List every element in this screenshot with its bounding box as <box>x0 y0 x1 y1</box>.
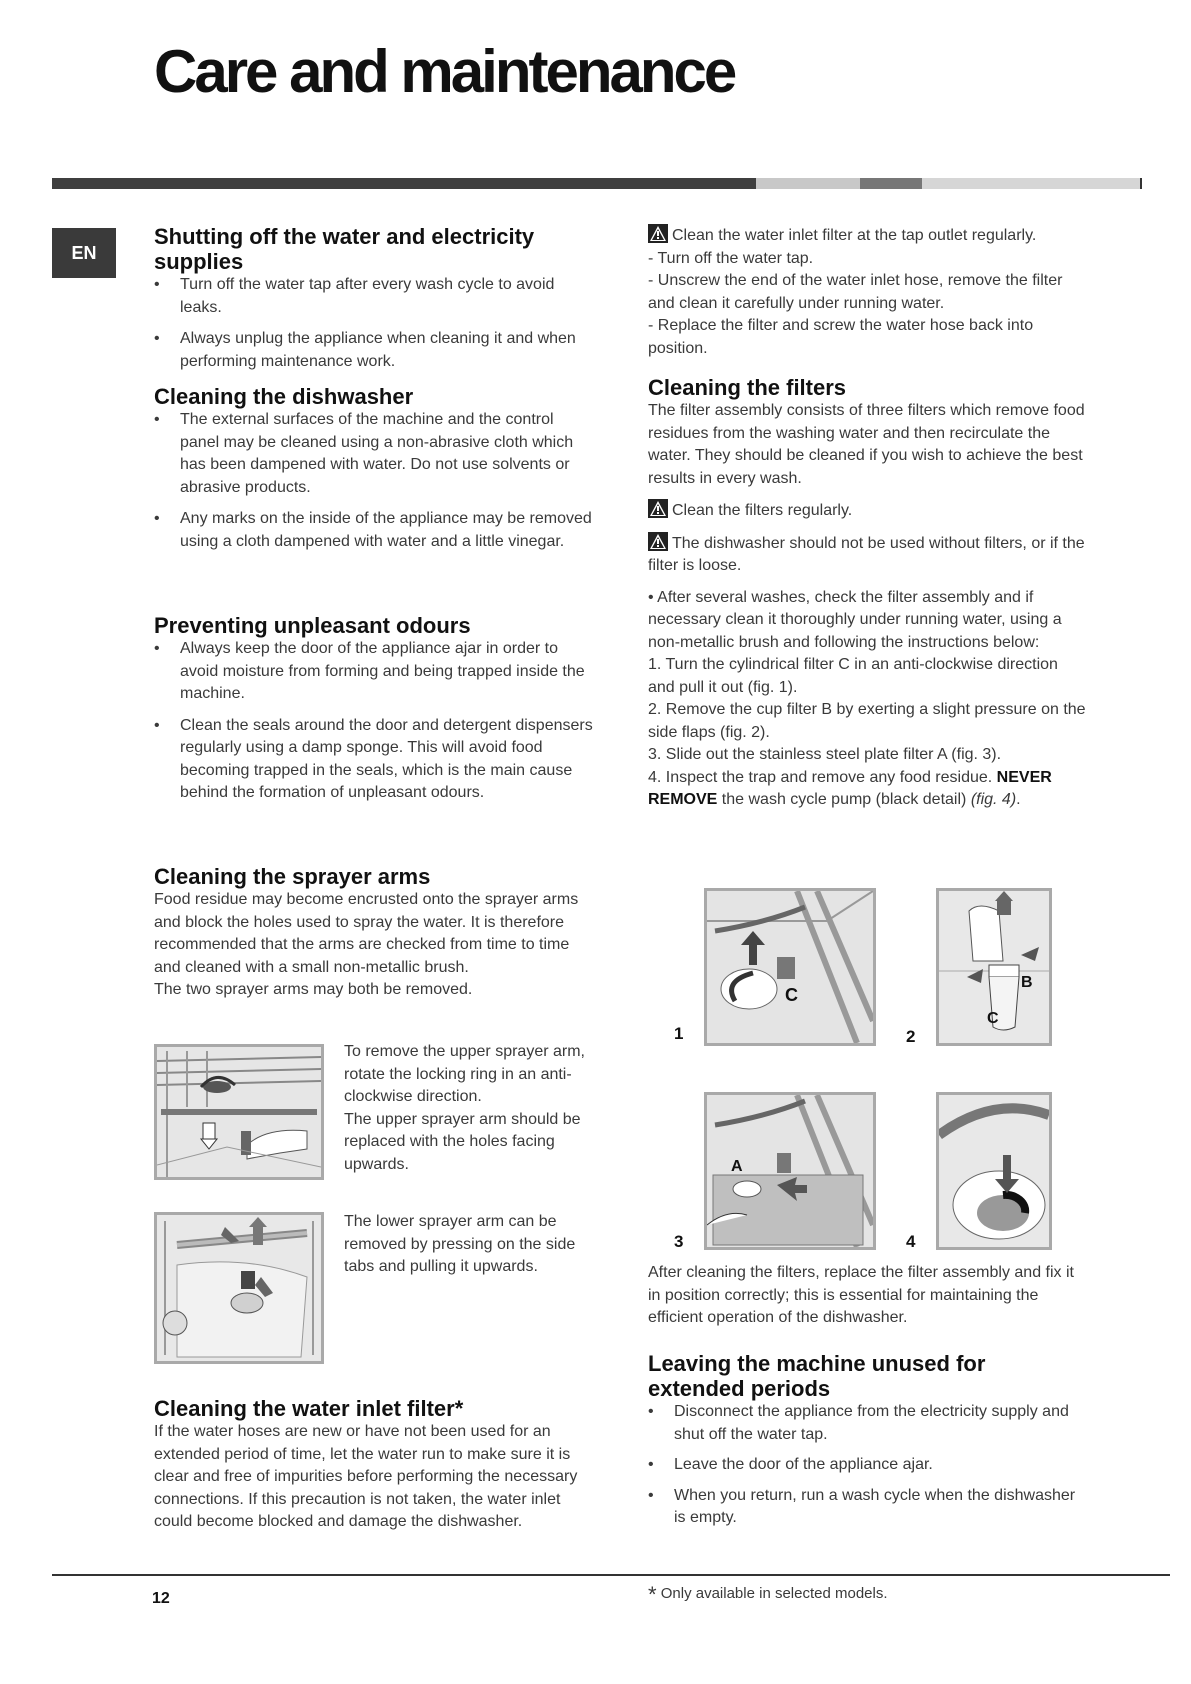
figure-number: 4 <box>906 1232 916 1251</box>
page-title: Care and maintenance <box>154 38 735 105</box>
paragraph: The two sprayer arms may both be removed. <box>154 981 473 998</box>
paragraph: To remove the upper sprayer arm, rotate the locking ring in an anti-clockwise direction. <box>344 1043 585 1105</box>
list-item: • Turn off the water tap after every wash cycle to avoid leaks. <box>154 274 594 319</box>
section-heading: Cleaning the filters <box>648 375 847 400</box>
step: 4. Inspect the trap and remove any food residue. NEVER REMOVE the wash cycle pump (black detail) (fig. 4). <box>648 768 1052 808</box>
warning-emphasis: NEVER REMOVE <box>648 768 1052 808</box>
section-heading: Leaving the machine unused for extended periods <box>648 1351 986 1401</box>
inlet-filter-steps <box>648 224 1088 360</box>
footer-rule <box>52 1574 1170 1576</box>
figure-number: 1 <box>674 1024 684 1043</box>
section-heading: Cleaning the sprayer arms <box>154 864 431 889</box>
paragraph: The filter assembly consists of three filters which remove food residues from the washing water and then recirculate the water. They should be cleaned if you wish to achieve the best results in every wash. <box>648 402 1085 487</box>
filter-figure-1 <box>704 888 876 1046</box>
paragraph: • After several washes, check the filter assembly and if necessary clean it thoroughly under running water, using a non-metallic brush and following the instructions below: <box>648 588 1062 651</box>
lower-sprayer-text: The lower sprayer arm can be removed by pressing on the side tabs and pulling it upwards. <box>344 1213 576 1275</box>
warning-line: Clean the water inlet filter at the tap outlet regularly. <box>648 224 1088 248</box>
section-heading: Cleaning the dishwasher <box>154 384 414 409</box>
step: 3. Slide out the stainless steel plate filter A (fig. 3). <box>648 746 1002 763</box>
language-tab: EN <box>52 228 116 278</box>
lower-sprayer-illustration <box>154 1212 324 1364</box>
upper-sprayer-illustration <box>154 1044 324 1180</box>
header-color-band <box>52 178 1170 189</box>
paragraph: If the water hoses are new or have not been used for an extended period of time, let the water run to make sure it is clear and free of impurities before performing the necessary connections. If this precaution is not taken, the water inlet could become blocked and damage the dishwasher. <box>154 1423 578 1530</box>
shutting-off-section <box>154 224 594 373</box>
paragraph: - Unscrew the end of the water inlet hose, remove the filter and clean it carefully under running water. <box>648 272 1063 312</box>
filter-figure-3 <box>704 1092 876 1250</box>
warning-line: The dishwasher should not be used without filters, or if the filter is loose. <box>648 532 1088 578</box>
warning-line: Clean the filters regularly. <box>648 499 1088 523</box>
section-heading: Shutting off the water and electricity supplies <box>154 224 535 274</box>
footnote: * Only available in selected models. <box>648 1582 888 1607</box>
warning-icon <box>648 499 668 518</box>
step: 1. Turn the cylindrical filter C in an anti-clockwise direction and pull it out (fig. 1). <box>648 656 1058 696</box>
figure-letter: A <box>731 1158 743 1175</box>
filters-closing: After cleaning the filters, replace the filter assembly and fix it in position correctly; this is essential for maintaining the efficient operation of the dishwasher. <box>648 1264 1074 1326</box>
list-item: • Always keep the door of the appliance ajar in order to avoid moisture from forming and being trapped inside the machine. <box>154 638 594 706</box>
paragraph: The upper sprayer arm should be replaced with the holes facing upwards. <box>344 1110 581 1173</box>
paragraph: - Replace the filter and screw the water hose back into position. <box>648 317 1034 357</box>
figure-number: 3 <box>674 1232 684 1251</box>
list-item: • Any marks on the inside of the appliance may be removed using a cloth dampened with water and a little vinegar. <box>154 508 594 553</box>
odours-section <box>154 613 594 805</box>
filter-figure-2 <box>936 888 1052 1046</box>
filter-figure-4 <box>936 1092 1052 1250</box>
warning-icon <box>648 532 668 551</box>
list-item: • Disconnect the appliance from the electricity supply and shut off the water tap. <box>648 1401 1088 1446</box>
list-item: • Leave the door of the appliance ajar. <box>648 1454 1088 1477</box>
figure-letter: B <box>1021 974 1033 991</box>
list-item: • Always unplug the appliance when cleaning it and when performing maintenance work. <box>154 328 594 373</box>
cleaning-filters-section <box>648 375 1088 812</box>
warning-icon <box>648 224 668 243</box>
figure-number: 2 <box>906 1027 916 1046</box>
step: 2. Remove the cup filter B by exerting a slight pressure on the side flaps (fig. 2). <box>648 701 1086 741</box>
page-number: 12 <box>152 1590 170 1607</box>
figure-letter: C <box>785 985 798 1005</box>
sprayer-arms-section <box>154 864 594 1002</box>
list-item: • Clean the seals around the door and detergent dispensers regularly using a damp sponge. This will avoid food becoming trapped in the seals, which is the main cause behind the formation of unpleasant odours. <box>154 715 594 805</box>
paragraph: Food residue may become encrusted onto the sprayer arms and block the holes used to spray the water. It is therefore recommended that the arms are checked from time to time and cleaned with a small non-metallic brush. <box>154 891 579 976</box>
paragraph: - Turn off the water tap. <box>648 249 814 267</box>
section-heading: Cleaning the water inlet filter* <box>154 1396 464 1421</box>
water-inlet-section <box>154 1396 594 1534</box>
unused-section <box>648 1351 1088 1530</box>
list-item: • When you return, run a wash cycle when the dishwasher is empty. <box>648 1485 1088 1530</box>
list-item: • The external surfaces of the machine and the control panel may be cleaned using a non-abrasive cloth which has been dampened with water. Do not use solvents or abrasive products. <box>154 409 594 499</box>
cleaning-dishwasher-section <box>154 384 594 553</box>
upper-sprayer-text <box>344 1041 604 1176</box>
figure-letter: C <box>987 1010 999 1027</box>
section-heading: Preventing unpleasant odours <box>154 613 471 638</box>
